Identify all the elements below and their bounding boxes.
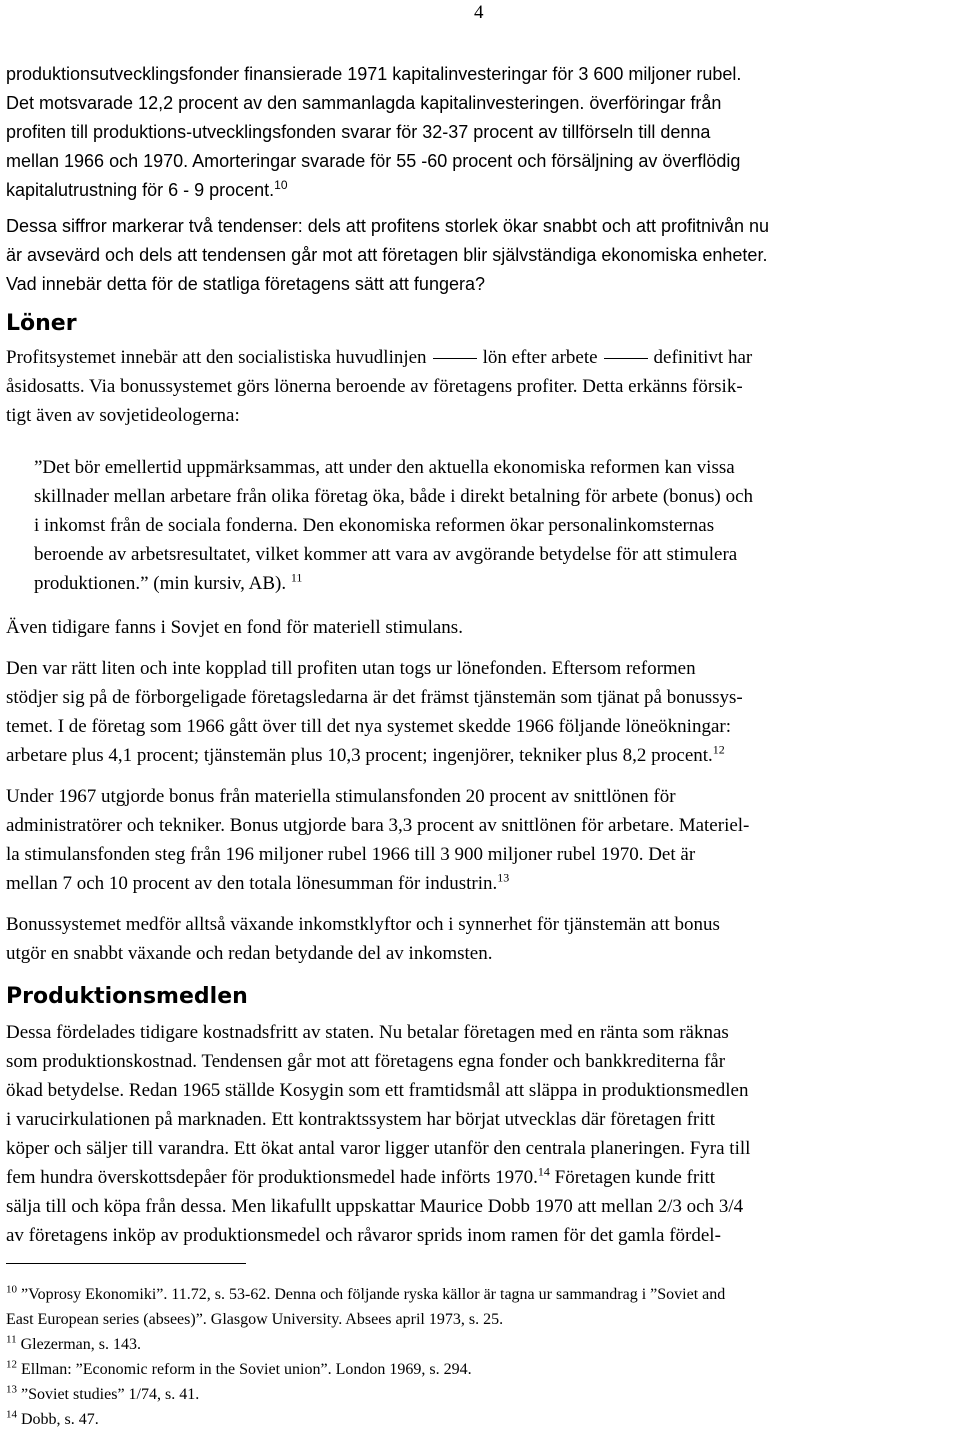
text-line (6, 741, 954, 770)
paragraph-earlier-fund: Även tidigare fanns i Sovjet en fond för materiell stimulans. (6, 617, 463, 638)
footnote-number: 12 (6, 1358, 17, 1371)
paragraph-tendencies (6, 212, 954, 307)
block-quote (34, 453, 954, 601)
footnote-separator (6, 1263, 246, 1264)
paragraph-means-of-production (6, 1018, 954, 1250)
footnote-text: Glezerman, s. 143. (20, 1336, 141, 1353)
text-line: köper och säljer till varandra. Ett ökat antal varor ligger utanför den centrala planeringen. Fyra till (6, 1138, 751, 1159)
text-fragment: lön efter arbete (482, 347, 598, 368)
footnote-text: Dobb, s. 47. (21, 1411, 99, 1428)
text-line: temet. I de företag som 1966 gått över till det nya systemet skedde 1966 följande löneökningar: (6, 716, 731, 737)
text-line: utgör en snabbt växande och redan betydande del av inkomsten. (6, 943, 493, 964)
text-line (34, 569, 954, 598)
paragraph-bonus-1967 (6, 782, 954, 900)
text-fragment: definitivt har (653, 347, 753, 368)
text-fragment: mellan 7 och 10 procent av den totala lönesumman för industrin. (6, 873, 498, 894)
page-number: 4 (474, 2, 484, 23)
footnote-ref: 11 (290, 570, 303, 585)
footnotes (6, 1282, 946, 1432)
section-heading-loner: Löner (6, 311, 77, 336)
text-line: sälja till och köpa från dessa. Men likafullt uppskattar Maurice Dobb 1970 att mellan 2/3 och 3/4 (6, 1196, 744, 1217)
text-line (6, 343, 954, 372)
text-line: ökad betydelse. Redan 1965 ställde Kosygin som ett framtidsmål att släppa in produktionsmedlen (6, 1080, 749, 1101)
text-fragment: arbetare plus 4,1 procent; tjänstemän plus 10,3 procent; ingenjörer, tekniker plus 8,2 procent. (6, 745, 713, 766)
paragraph-income-gaps (6, 910, 954, 970)
body-text (6, 60, 954, 1250)
footnote-10-cont: East European series (absees)”. Glasgow University. Absees april 1973, s. 25. (6, 1311, 504, 1328)
footnote-ref: 10 (274, 178, 288, 192)
footnote-ref: 13 (497, 870, 510, 885)
text-line: ”Det bör emellertid uppmärksammas, att under den aktuella ekonomiska reformen kan vissa (34, 457, 735, 478)
paragraph-profit-system (6, 343, 954, 431)
text-line: Under 1967 utgjorde bonus från materiella stimulansfonden 20 procent av snittlönen för (6, 786, 676, 807)
text-fragment: kapitalutrustning för 6 - 9 procent. (6, 180, 275, 200)
text-line: administratörer och tekniker. Bonus utgjorde bara 3,3 procent av snittlönen för arbetare. Materiel- (6, 815, 750, 836)
text-line: av företagens inköp av produktionsmedel och råvaror sprids inom ramen för det gamla fördel- (6, 1225, 721, 1246)
text-line: i varucirkulationen på marknaden. Ett kontraktssystem har börjat utvecklas där företagen fritt (6, 1109, 716, 1130)
footnote-ref: 12 (712, 742, 725, 757)
text-fragment: fem hundra överskottsdepåer för produktionsmedel hade införts 1970. (6, 1167, 538, 1188)
paragraph-capital-investment (6, 60, 954, 210)
text-line: Vad innebär detta för de statliga företagens sätt att fungera? (6, 274, 485, 294)
footnote-number: 13 (6, 1383, 17, 1396)
text-line: som produktionskostnad. Tendensen går mot att företagens egna fonder och bankkrediterna får (6, 1051, 726, 1072)
text-line: i inkomst från de sociala fonderna. Den ekonomiska reformen ökar personalinkomsternas (34, 515, 715, 536)
text-line: Det motsvarade 12,2 procent av den sammanlagda kapitalinvesteringen. överföringar från (6, 93, 722, 113)
footnote-text: ”Voprosy Ekonomiki”. 11.72, s. 53-62. Denna och följande ryska källor är tagna ur sammandrag i ”Soviet and (21, 1286, 726, 1303)
text-line: åsidosatts. Via bonussystemet görs lönerna beroende av företagens profiter. Detta erkänns försik- (6, 376, 743, 397)
text-line: profiten till produktions-utvecklingsfonden svarar för 32-37 procent av tillförseln till denna (6, 122, 711, 142)
text-line: stödjer sig på de förborgeligade företagsledarna är det främst tjänstemän som tjänat på bonussys- (6, 687, 743, 708)
footnote-14 (6, 1407, 946, 1432)
footnote-number: 11 (6, 1333, 17, 1346)
footnote-number: 14 (6, 1408, 17, 1421)
text-line (6, 869, 954, 898)
text-fragment: produktionen.” (min kursiv, AB). (34, 573, 287, 594)
text-fragment: Profitsystemet innebär att den socialistiska huvudlinjen (6, 347, 427, 368)
text-fragment: Företagen kunde fritt (554, 1167, 716, 1188)
section-heading-produktionsmedlen: Produktionsmedlen (6, 984, 248, 1009)
text-line (6, 1163, 954, 1192)
text-line: beroende av arbetsresultatet, vilket kommer att vara av avgörande betydelse för att stimulera (34, 544, 738, 565)
text-line: Bonussystemet medför alltså växande inkomstklyftor och i synnerhet för tjänstemän att bonus (6, 914, 720, 935)
footnote-10 (6, 1282, 946, 1307)
text-line (6, 176, 954, 205)
footnote-13 (6, 1382, 946, 1407)
text-line: Den var rätt liten och inte kopplad till profiten utan togs ur lönefonden. Eftersom reformen (6, 658, 696, 679)
footnote-ref: 14 (537, 1164, 550, 1179)
text-line: mellan 1966 och 1970. Amorteringar svarade för 55 -60 procent och försäljning av överflödig (6, 151, 741, 171)
footnote-number: 10 (6, 1283, 17, 1296)
footnote-12 (6, 1357, 946, 1382)
text-line: produktionsutvecklingsfonder finansierade 1971 kapitalinvesteringar för 3 600 miljoner rubel. (6, 64, 742, 84)
em-dash (433, 358, 477, 359)
text-line: la stimulansfonden steg från 196 miljoner rubel 1966 till 3 900 miljoner rubel 1970. Det är (6, 844, 696, 865)
text-line: är avsevärd och dels att tendensen går mot att företagen blir självständiga ekonomiska enheter. (6, 245, 768, 265)
em-dash (604, 358, 648, 359)
text-line: tigt även av sovjetideologerna: (6, 405, 240, 426)
paragraph-wage-increases (6, 654, 954, 772)
text-line: Dessa fördelades tidigare kostnadsfritt av staten. Nu betalar företagen med en ränta som räknas (6, 1022, 729, 1043)
text-line: skillnader mellan arbetare från olika företag öka, både i direkt betalning för arbete (bonus) och (34, 486, 754, 507)
footnote-text: Ellman: ”Economic reform in the Soviet union”. London 1969, s. 294. (21, 1361, 472, 1378)
text-line: Dessa siffror markerar två tendenser: dels att profitens storlek ökar snabbt och att profitnivån nu (6, 216, 770, 236)
footnote-11 (6, 1332, 946, 1357)
footnote-text: ”Soviet studies” 1/74, s. 41. (21, 1386, 200, 1403)
